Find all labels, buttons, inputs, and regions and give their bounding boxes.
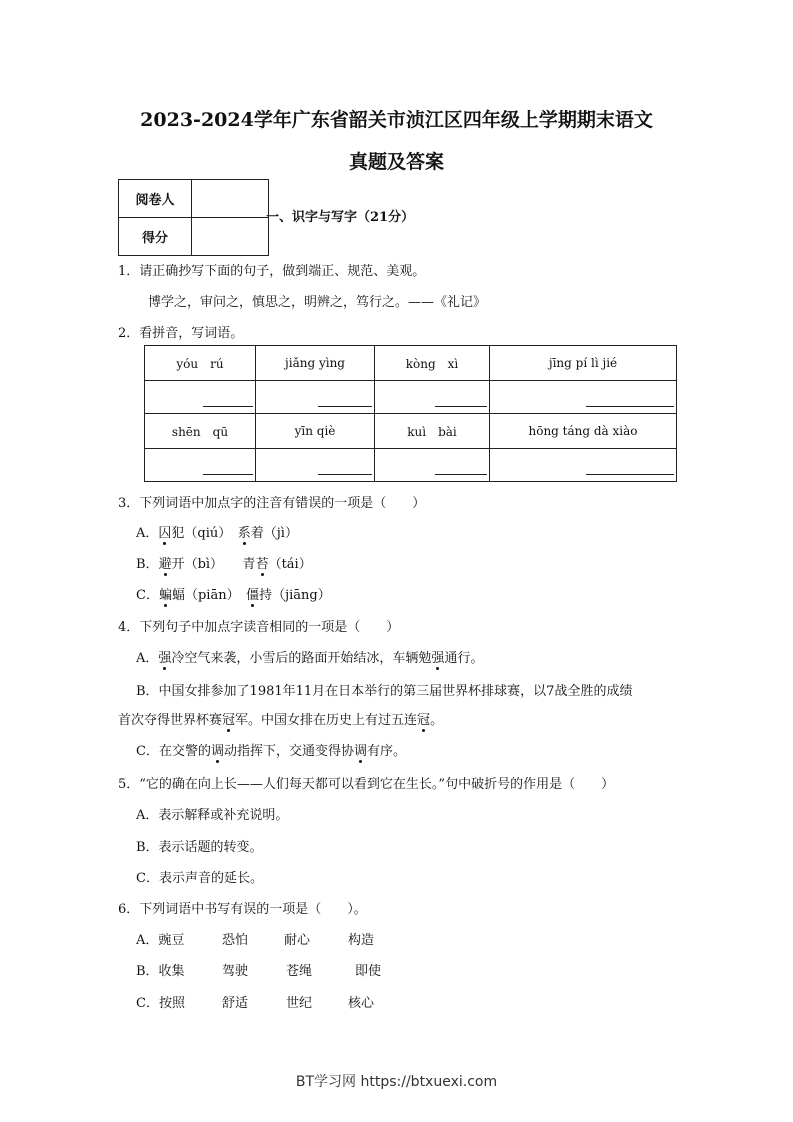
question-2: 2．看拼音，写词语。 [118,326,244,341]
question-6: 6．下列词语中书写有误的一项是（ ）。 [118,902,367,917]
question-6-option-c: C．按照 舒适 世纪 核心 [136,996,375,1011]
question-4: 4．下列句子中加点字读音相同的一项是（ ） [118,620,400,635]
answer-cell[interactable] [256,381,375,414]
question-1-text: 博学之，审问之，慎思之，明辨之，笃行之。——《礼记》 [148,295,487,310]
question-6-option-a: A．豌豆 恐怕 耐心 构造 [136,933,375,948]
score-box [118,179,269,256]
question-3-option-b: B．避开（bì） 青苔（tái） [136,557,312,572]
answer-cell[interactable] [490,381,677,414]
question-5: 5．“它的确在向上长——人们每天都可以看到它在生长。”句中破折号的作用是（ ） [118,777,615,792]
question-3: 3．下列词语中加点字的注音有错误的一项是（ ） [118,496,426,511]
question-4-option-b-line1: B．中国女排参加了1981年11月在日本举行的第三届世界杯排球赛，以7战全胜的成绩 [136,684,633,699]
reviewer-blank [192,180,269,218]
pinyin-cell: yóu rú [145,346,256,381]
answer-cell[interactable] [145,381,256,414]
section-heading: 一、识字与写字（21分） [266,210,415,225]
pinyin-table [144,345,677,482]
question-3-option-c: C．蝙蝠（piān） 僵持（jiāng） [136,588,331,603]
question-5-option-b: B．表示话题的转变。 [136,840,263,855]
reviewer-label: 阅卷人 [119,180,192,218]
score-blank [192,218,269,256]
question-3-option-a: A．囚犯（qiú） 系着（jì） [136,526,298,541]
document-title-line2: 真题及答案 [348,151,444,173]
question-5-option-c: C．表示声音的延长。 [136,871,263,886]
score-label: 得分 [119,218,192,256]
answer-cell[interactable] [256,449,375,482]
pinyin-cell: kuì bài [375,414,490,449]
pinyin-cell: shēn qū [145,414,256,449]
pinyin-cell: kòng xì [375,346,490,381]
answer-cell[interactable] [145,449,256,482]
question-4-option-a: A．强冷空气来袭，小雪后的路面开始结冰，车辆勉强通行。 [136,651,484,666]
question-5-option-a: A．表示解释或补充说明。 [136,808,289,823]
question-1: 1．请正确抄写下面的句子，做到端正、规范、美观。 [118,264,426,279]
pinyin-cell: jīng pí lì jié [490,346,677,381]
document-title-line1: 2023-2024学年广东省韶关市浈江区四年级上学期期末语文 [140,109,653,131]
pinyin-cell: yīn qiè [256,414,375,449]
footer-watermark: BT学习网 https://btxuexi.com [295,1074,498,1090]
question-4-option-c: C．在交警的调动指挥下，交通变得协调有序。 [136,744,407,759]
answer-cell[interactable] [375,381,490,414]
question-4-option-b-line2: 首次夺得世界杯赛冠军。中国女排在历史上有过五连冠。 [118,713,444,728]
pinyin-cell: hōng táng dà xiào [490,414,677,449]
pinyin-cell: jiǎng yìng [256,346,375,381]
answer-cell[interactable] [490,449,677,482]
question-6-option-b: B．收集 驾驶 苍绳 即使 [136,964,382,979]
answer-cell[interactable] [375,449,490,482]
